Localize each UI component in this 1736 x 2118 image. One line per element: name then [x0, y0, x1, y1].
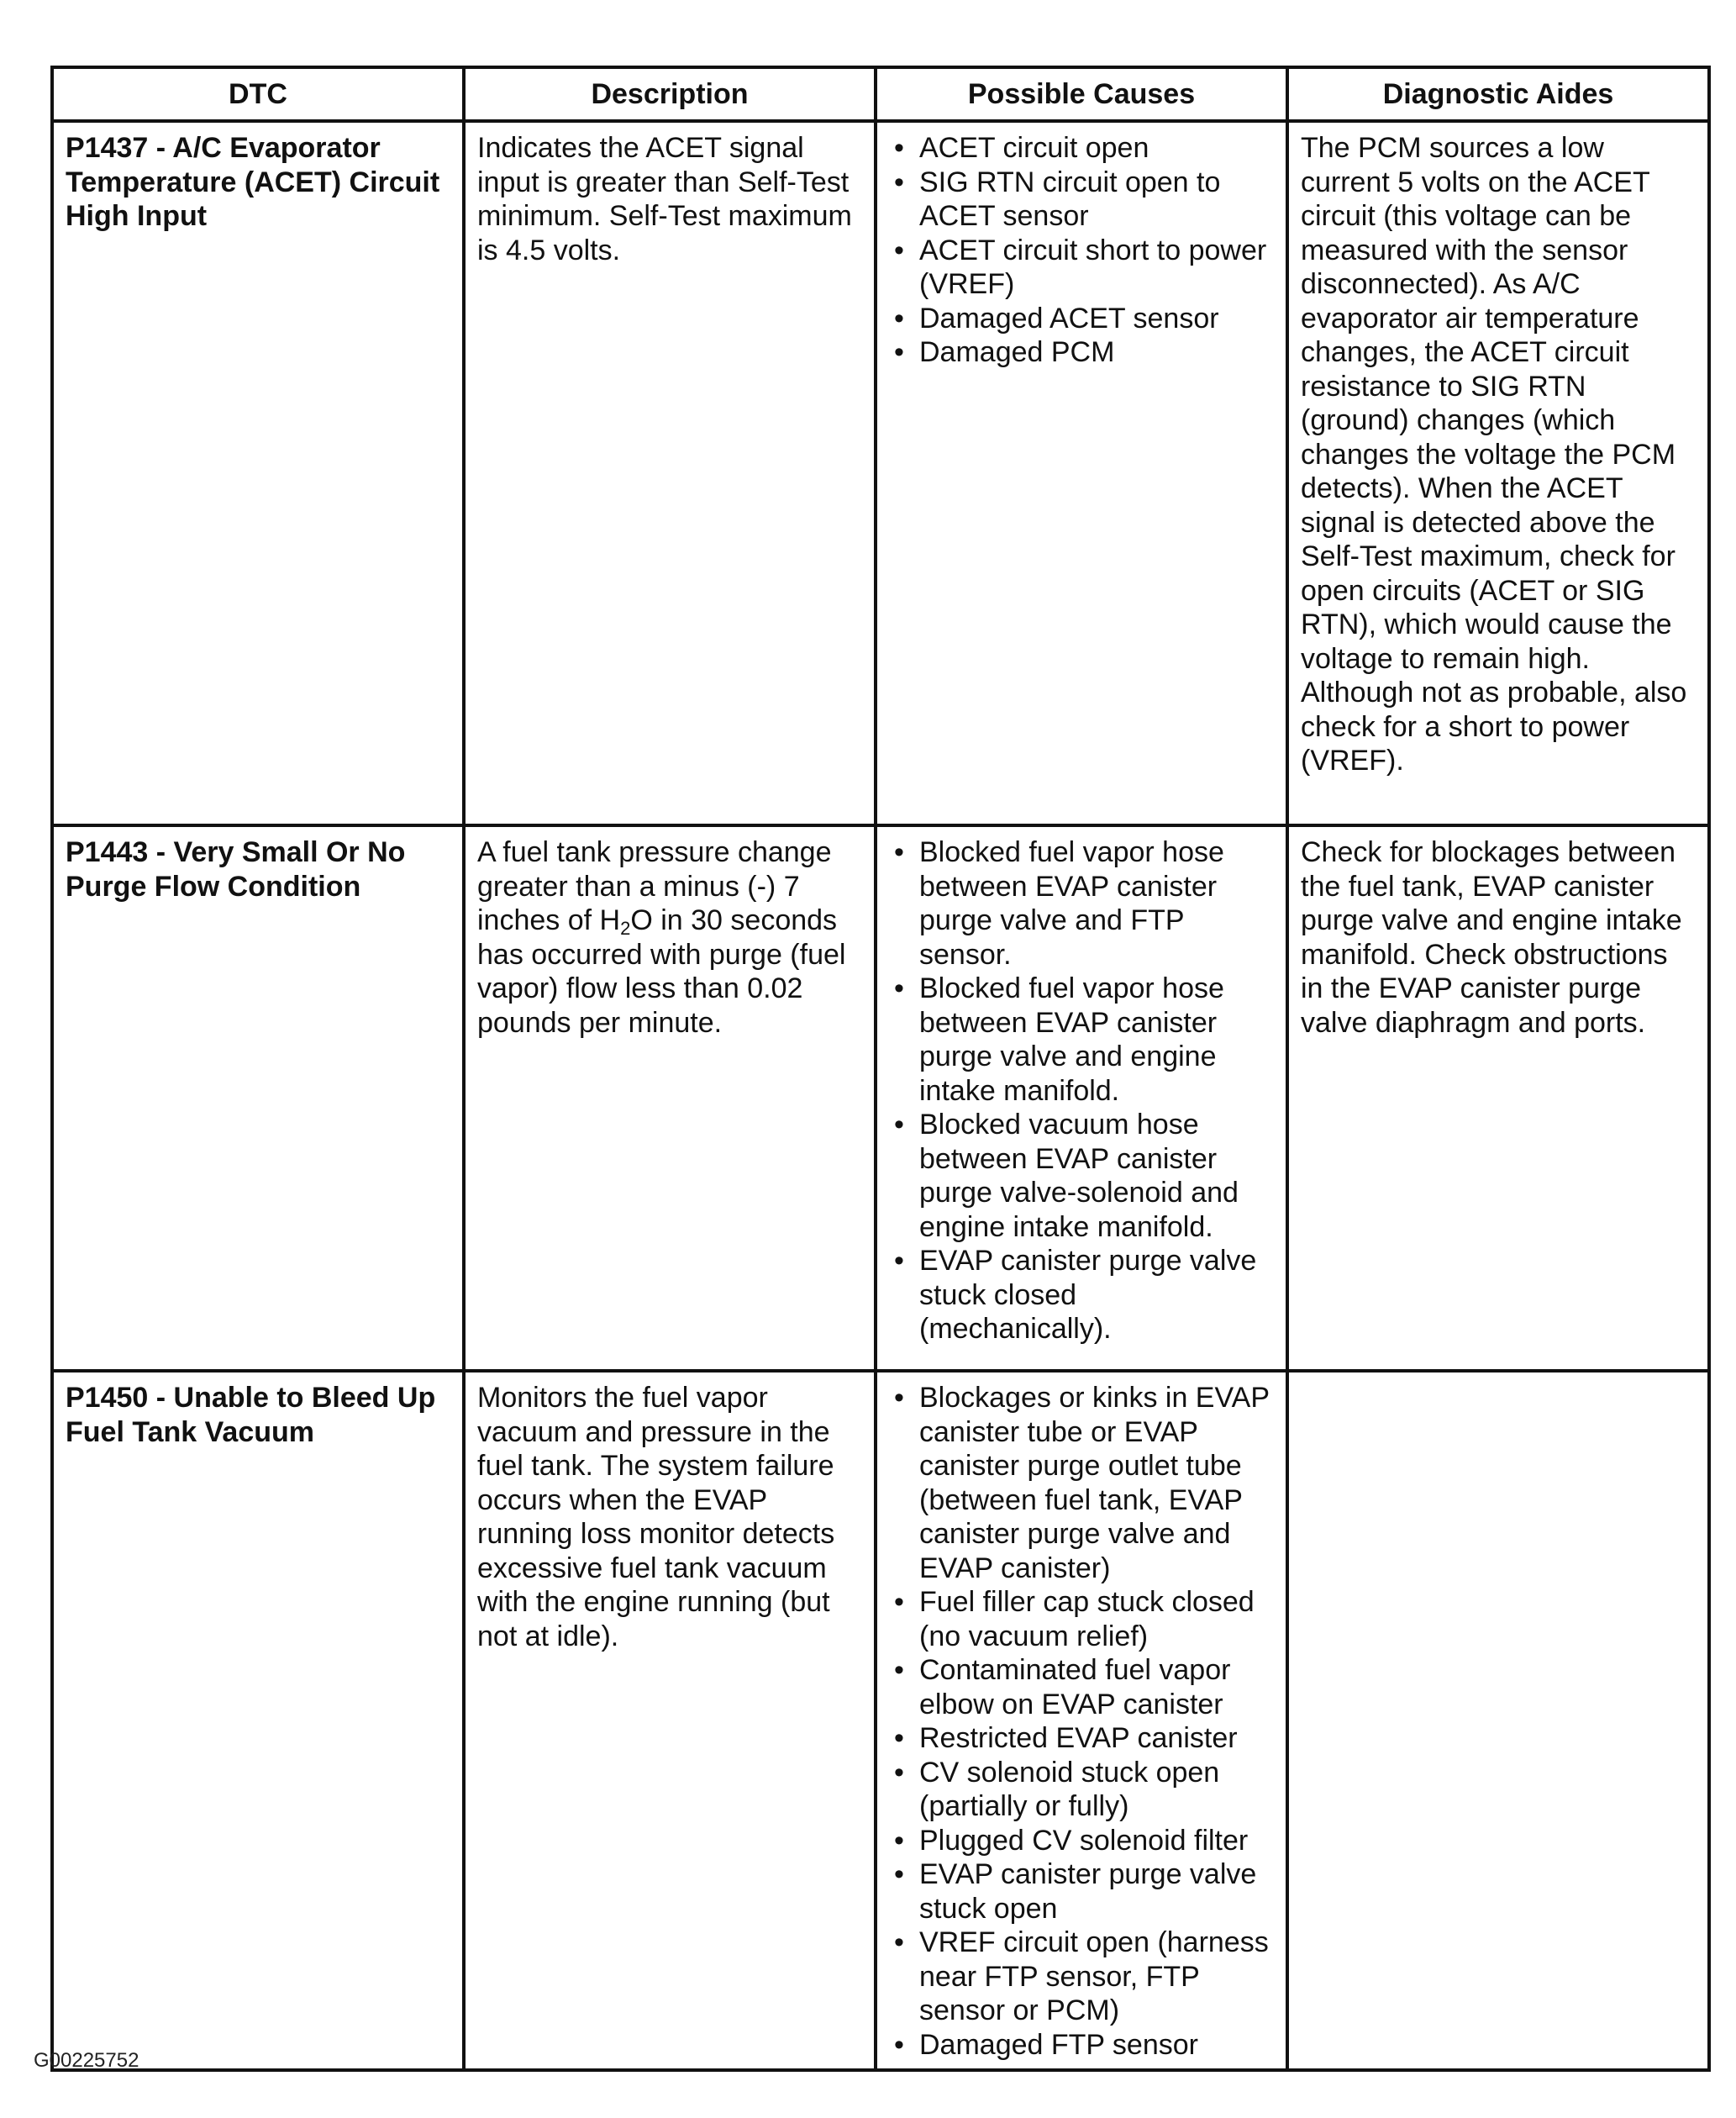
- cause-item: • Damaged ACET sensor: [894, 302, 1219, 335]
- subscript: 2: [620, 918, 631, 939]
- cause-list: [889, 131, 1274, 370]
- table-body: [52, 121, 1709, 2070]
- bullet-icon: •: [894, 234, 904, 266]
- description-cell: Indicates the ACET signal input is greater than Self-Test minimum. Self-Test maximum is 4.5 volts.: [464, 121, 876, 825]
- diagnostic-aides-cell: [1287, 1371, 1709, 2070]
- bullet-icon: •: [894, 1245, 904, 1277]
- bullet-icon: •: [894, 836, 904, 868]
- cause-item: • Blocked fuel vapor hose between EVAP canister purge valve and FTP sensor.: [894, 836, 1224, 971]
- cause-item: • VREF circuit open (harness near FTP sensor, FTP sensor or PCM): [894, 1926, 1269, 2026]
- dtc-table: [50, 66, 1711, 2072]
- bullet-icon: •: [894, 1756, 904, 1789]
- header-possible-causes: Possible Causes: [876, 67, 1287, 121]
- bullet-icon: •: [894, 1109, 904, 1141]
- cause-list: [889, 835, 1274, 1346]
- cause-list: [889, 1381, 1274, 2062]
- possible-causes-cell: [876, 121, 1287, 825]
- bullet-icon: •: [894, 1926, 904, 1958]
- cause-item: • Damaged FTP sensor: [894, 2028, 1198, 2061]
- diagnostic-aides-cell: Check for blockages between the fuel tank, EVAP canister purge valve and engine intake manifold. Check obstructions in the EVAP canister purge valve diaphragm and ports.: [1287, 825, 1709, 1371]
- cause-item: • CV solenoid stuck open (partially or fully): [894, 1756, 1220, 1822]
- cause-item: • ACET circuit short to power (VREF): [894, 234, 1267, 300]
- dtc-code-cell: P1437 - A/C Evaporator Temperature (ACET) Circuit High Input: [52, 121, 464, 825]
- header-diagnostic-aides: Diagnostic Aides: [1287, 67, 1709, 121]
- header-row: [52, 67, 1709, 121]
- header-dtc: DTC: [52, 67, 464, 121]
- cause-item: • ACET circuit open: [894, 132, 1149, 164]
- table-header: [52, 67, 1709, 121]
- possible-causes-cell: [876, 825, 1287, 1371]
- bullet-icon: •: [894, 302, 904, 335]
- dtc-code-cell: P1443 - Very Small Or No Purge Flow Condition: [52, 825, 464, 1371]
- bullet-icon: •: [894, 1824, 904, 1857]
- cause-item: • SIG RTN circuit open to ACET sensor: [894, 166, 1221, 232]
- dtc-code-cell: P1450 - Unable to Bleed Up Fuel Tank Vacuum: [52, 1371, 464, 2070]
- header-description: Description: [464, 67, 876, 121]
- figure-id: G00225752: [34, 2049, 139, 2072]
- cause-item: • Restricted EVAP canister: [894, 1722, 1238, 1754]
- bullet-icon: •: [894, 1654, 904, 1686]
- cause-item: • Damaged PCM: [894, 336, 1115, 368]
- bullet-icon: •: [894, 132, 904, 164]
- bullet-icon: •: [894, 336, 904, 368]
- table-row: [52, 1371, 1709, 2070]
- bullet-icon: •: [894, 1722, 904, 1754]
- description-cell: A fuel tank pressure change greater than a minus (-) 7 inches of $H_2O$ in 30 seconds has occurred with purge (fuel vapor) flow less than 0.02 pounds per minute.: [464, 825, 876, 1371]
- possible-causes-cell: [876, 1371, 1287, 2070]
- bullet-icon: •: [894, 1858, 904, 1890]
- cause-item: • Blockages or kinks in EVAP canister tube or EVAP canister purge outlet tube (between fuel tank, EVAP canister purge valve and EVAP canister): [894, 1382, 1270, 1584]
- cause-item: • EVAP canister purge valve stuck open: [894, 1858, 1257, 1925]
- diagnostic-aides-cell: The PCM sources a low current 5 volts on the ACET circuit (this voltage can be measured with the sensor disconnected). As A/C evaporator air temperature changes, the ACET circuit resistance to SIG RTN (ground) changes (which changes the voltage the PCM detects). When the ACET signal is detected above the Self-Test maximum, check for open circuits (ACET or SIG RTN), which would cause the voltage to remain high. Although not as probable, also check for a short to power (VREF).: [1287, 121, 1709, 825]
- cause-item: • Blocked fuel vapor hose between EVAP canister purge valve and engine intake manifold.: [894, 972, 1224, 1107]
- cause-item: • EVAP canister purge valve stuck closed (mechanically).: [894, 1245, 1257, 1345]
- bullet-icon: •: [894, 2028, 904, 2061]
- cause-item: • Contaminated fuel vapor elbow on EVAP canister: [894, 1654, 1231, 1720]
- table-row: [52, 825, 1709, 1371]
- bullet-icon: •: [894, 1382, 904, 1414]
- description-cell: Monitors the fuel vapor vacuum and pressure in the fuel tank. The system failure occurs when the EVAP running loss monitor detects excessive fuel tank vacuum with the engine running (but not at idle).: [464, 1371, 876, 2070]
- cause-item: • Plugged CV solenoid filter: [894, 1824, 1249, 1857]
- bullet-icon: •: [894, 972, 904, 1004]
- table-row: [52, 121, 1709, 825]
- cause-item: • Blocked vacuum hose between EVAP canister purge valve-solenoid and engine intake manifold.: [894, 1109, 1239, 1243]
- bullet-icon: •: [894, 1586, 904, 1618]
- cause-item: • Fuel filler cap stuck closed (no vacuum relief): [894, 1586, 1255, 1652]
- bullet-icon: •: [894, 166, 904, 198]
